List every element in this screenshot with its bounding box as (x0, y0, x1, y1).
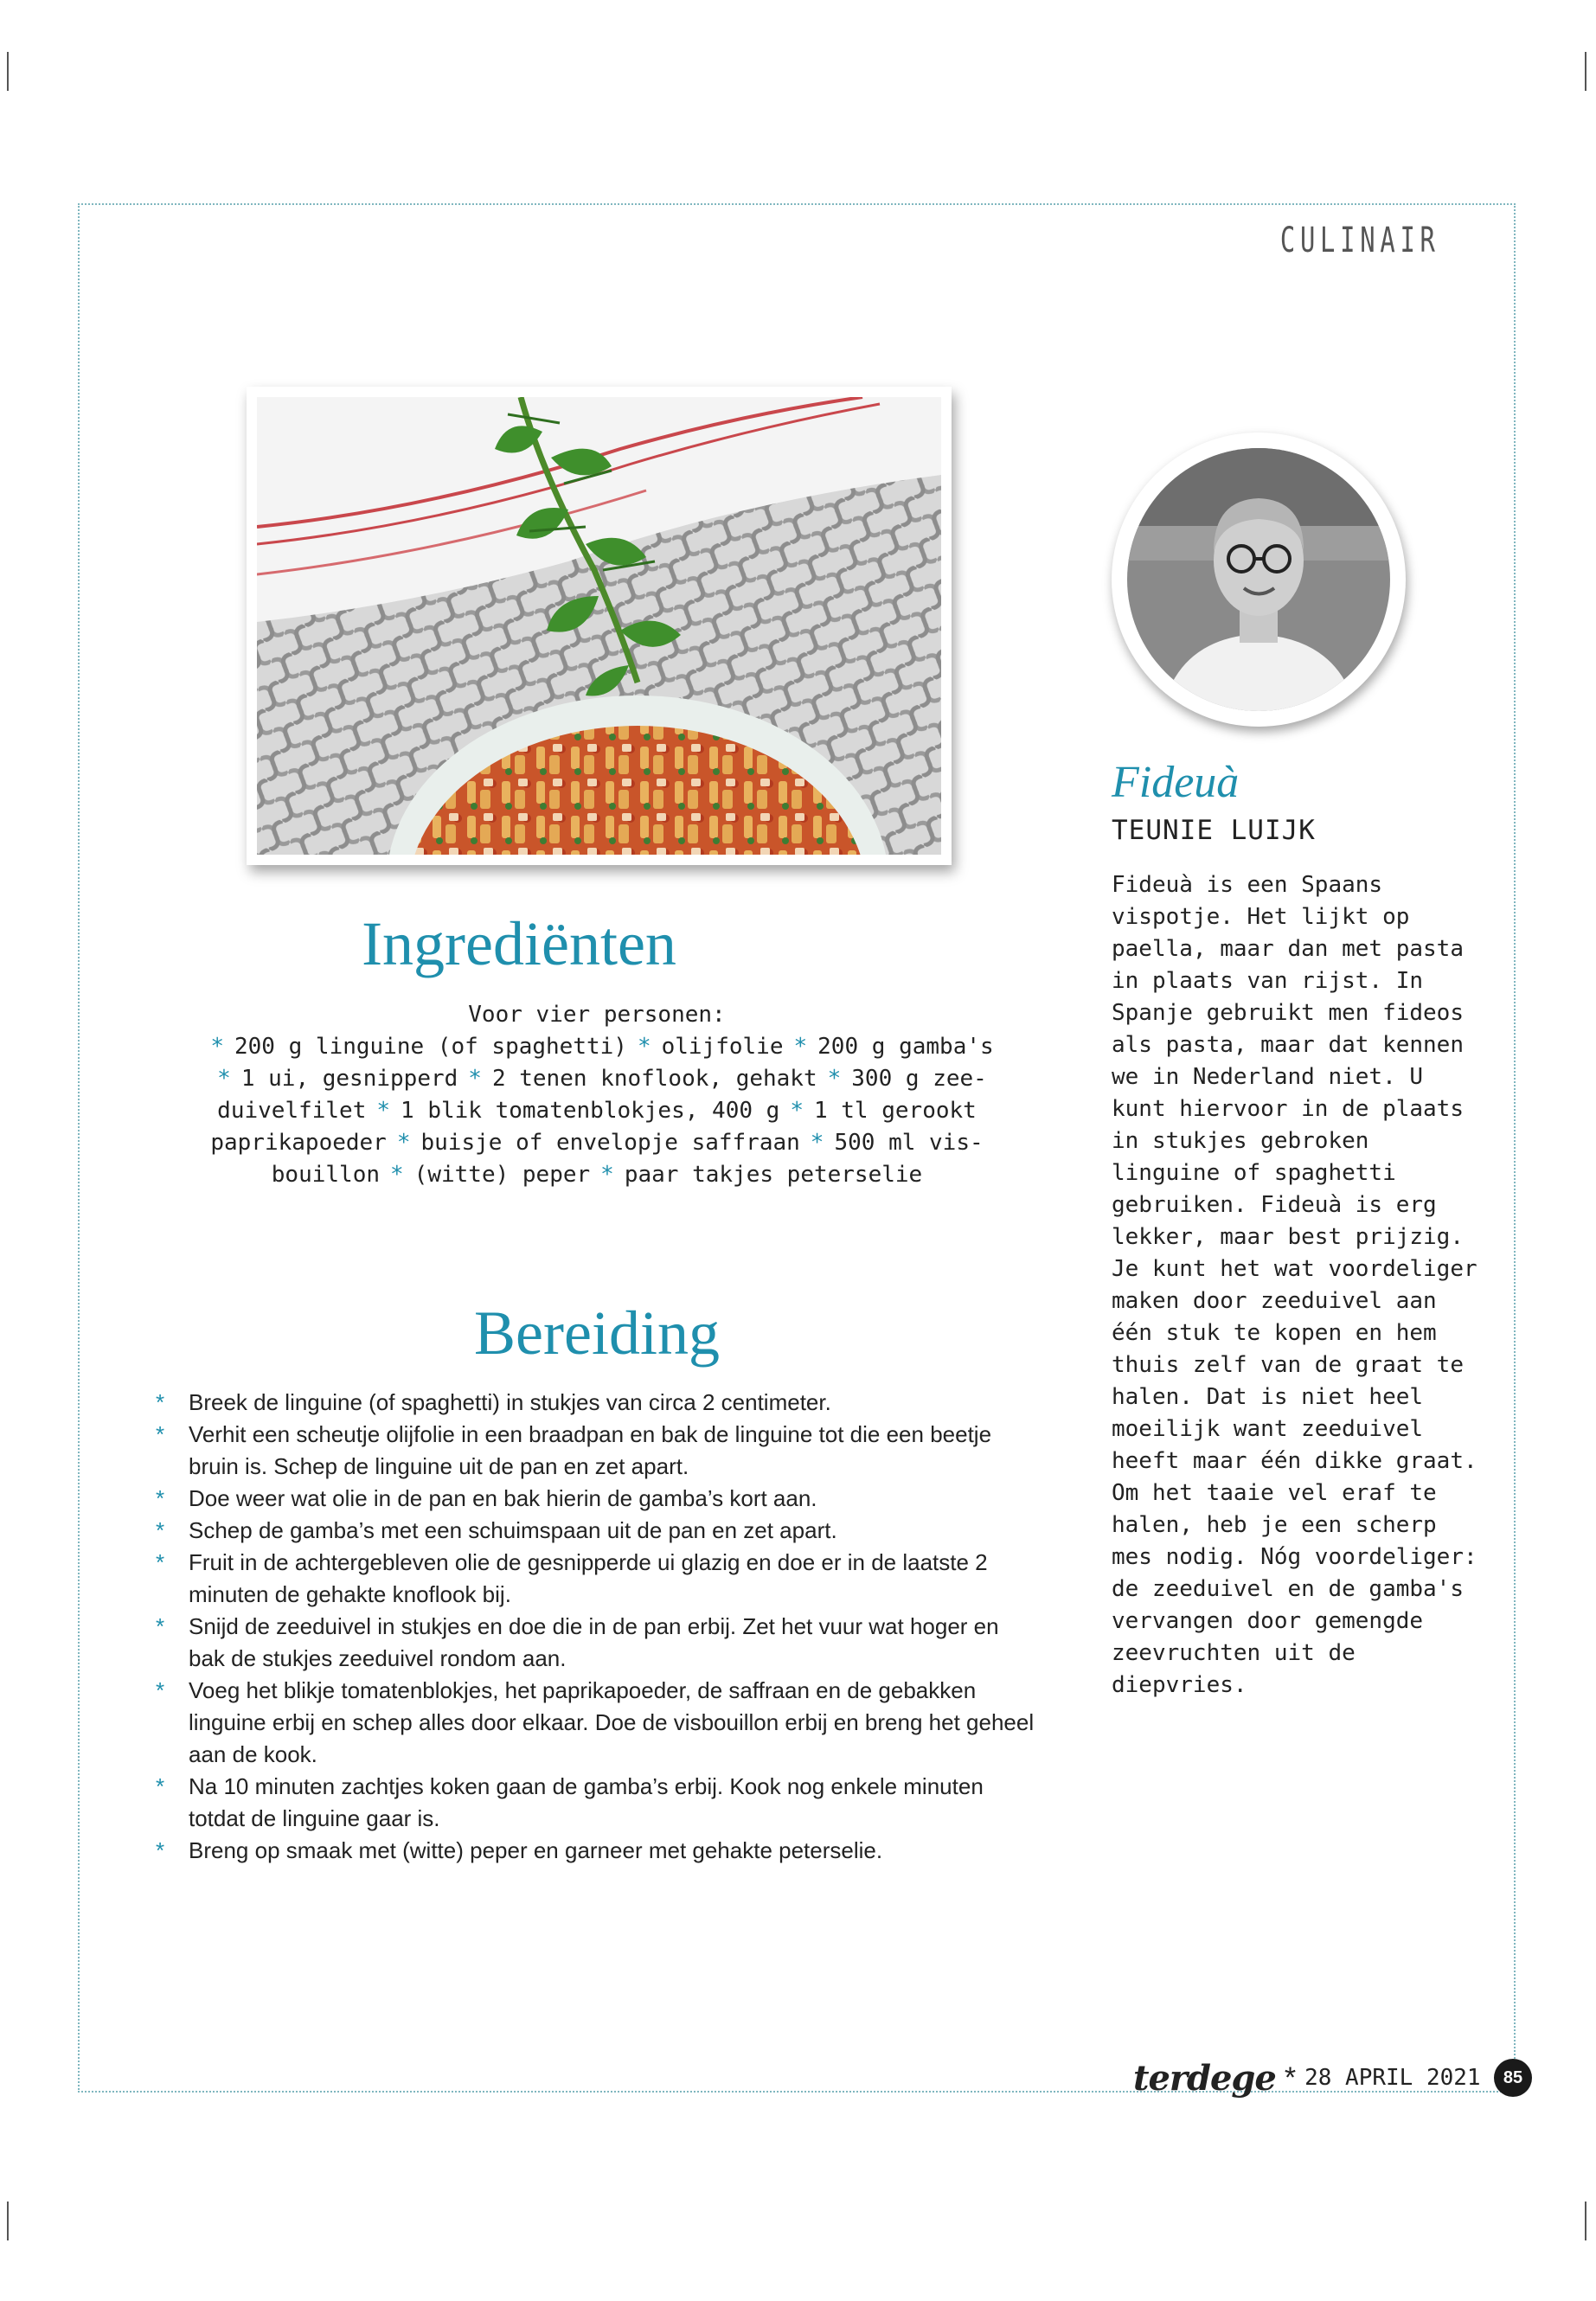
ingredients-list (156, 999, 1038, 1191)
issue-date: 28 APRIL 2021 (1304, 2065, 1481, 2091)
step-item: * Doe weer wat olie in de pan en bak hierin de gamba’s kort aan. (156, 1483, 1038, 1515)
author-portrait (1112, 433, 1406, 727)
bullet-star-icon: * (156, 1517, 165, 1543)
bullet-star-icon: * (156, 1485, 165, 1511)
bullet-star-icon: * (156, 1549, 165, 1575)
step-item: * Breek de linguine (of spaghetti) in stukjes van circa 2 centimeter. (156, 1387, 1038, 1419)
bullet-star-icon: * (156, 1773, 165, 1799)
ingredients-title: Ingrediënten (362, 909, 676, 978)
step-item: * Na 10 minuten zachtjes koken gaan de gamba’s erbij. Kook nog enkele minuten totdat de linguine gaar is. (156, 1771, 1038, 1835)
crop-mark (1585, 2202, 1586, 2240)
ingredients-intro: Voor vier personen: (468, 1002, 726, 1028)
crop-mark (7, 2202, 9, 2240)
crop-mark (1585, 52, 1586, 91)
bullet-star-icon: * (156, 1421, 165, 1447)
step-item: * Schep de gamba’s met een schuimspaan uit de pan en zet apart. (156, 1515, 1038, 1547)
recipe-title: Fideuà (1112, 758, 1240, 807)
brand-logo: terdege (1133, 2057, 1276, 2099)
bullet-star-icon: * (156, 1389, 165, 1415)
step-item: * Verhit een scheutje olijfolie in een braadpan en bak de linguine tot die een beetje bruin is. Schep de linguine uit de pan en zet apart. (156, 1419, 1038, 1483)
bullet-star-icon: * (156, 1677, 165, 1703)
section-label: CULINAIR (1280, 221, 1440, 260)
ingredient-line: * 200 g linguine (of spaghetti) * olijfolie * 200 g gamba's (210, 1034, 994, 1060)
dish-photo (247, 387, 952, 865)
step-item: * Voeg het blikje tomatenblokjes, het paprikapoeder, de saffraan en de gebakken linguine erbij en schep alles door elkaar. Doe de visbouillon erbij en breng het geheel aan de kook. (156, 1675, 1038, 1771)
bullet-star-icon: * (156, 1613, 165, 1639)
footer (1133, 2052, 1481, 2104)
step-item: * Breng op smaak met (witte) peper en garneer met gehakte peterselie. (156, 1835, 1038, 1867)
recipe-intro: Fideuà is een Spaans vispotje. Het lijkt op paella, maar dan met pasta in plaats van rijst. In Spanje gebruikt men fideos als pasta, maar dat kennen we in Nederland niet. U kunt hiervoor in de plaats in stukjes gebroken linguine of spaghetti gebruiken. Fideuà is erg lekker, maar best prijzig. Je kunt het wat voordeliger maken door zeeduivel aan één stuk te kopen en hem thuis zelf van de graat te halen. Dat is niet heel moeilijk want zeeduivel heeft maar één dikke graat. Om het taaie vel eraf te halen, heb je een scherp mes nodig. Nóg voordeliger: de zeeduivel en de gamba's vervangen door gemengde zeevruchten uit de diepvries. (1112, 872, 1477, 1698)
portrait-icon (1127, 448, 1390, 711)
pasta-dish-icon (257, 397, 941, 855)
crop-mark (7, 52, 9, 91)
ingredient-line: * 1 ui, gesnipperd * 2 tenen knoflook, gehakt * 300 g zee- (217, 1066, 987, 1092)
ingredient-line: paprikapoeder * buisje of envelopje saffraan * 500 ml vis- (210, 1130, 984, 1156)
author-name: TEUNIE LUIJK (1112, 815, 1316, 846)
step-item: * Fruit in de achtergebleven olie de gesnipperde ui glazig en doe er in de laatste 2 minuten de gehakte knoflook bij. (156, 1547, 1038, 1611)
bullet-star-icon: * (156, 1837, 165, 1863)
page-number: 85 (1494, 2059, 1532, 2097)
footer-separator: * (1284, 2061, 1297, 2094)
step-item: * Snijd de zeeduivel in stukjes en doe die in de pan erbij. Zet het vuur wat hoger en bak de stukjes zeeduivel rondom aan. (156, 1611, 1038, 1675)
preparation-steps (156, 1387, 1038, 1867)
preparation-title: Bereiding (474, 1298, 720, 1368)
ingredient-line: duivelfilet * 1 blik tomatenblokjes, 400 g * 1 tl gerookt (217, 1098, 977, 1124)
ingredient-line: bouillon * (witte) peper * paar takjes peterselie (271, 1162, 923, 1188)
